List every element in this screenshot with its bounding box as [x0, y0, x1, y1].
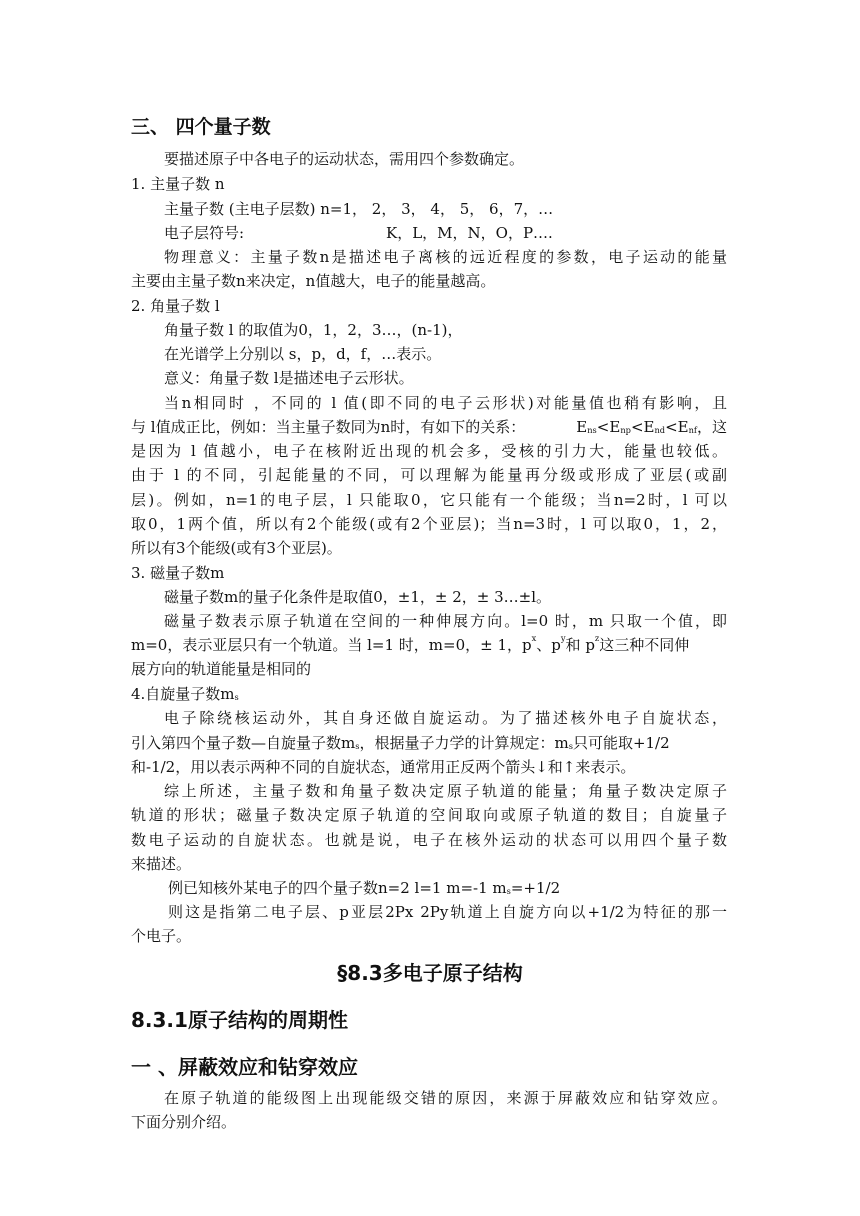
angular-paragraph-line-6: 取0，1两个值，所以有2个能级(或有2个亚层)；当n=3时，l 可以取0，1，2， — [131, 515, 727, 533]
spin-paragraph-line-3: 和-1/2，用以表示两种不同的自旋状态，通常用正反两个箭头↓和↑来表示。 — [131, 758, 636, 776]
principal-meaning-line-1: 物理意义：主量子数n是描述电子离核的远近程度的参数，电子运动的能量 — [164, 248, 727, 266]
subsection-title-magnetic: 3. 磁量子数m — [131, 564, 225, 582]
energy-order-formula: $E_{ns}<E_{np}<E_{nd}<E_{nf}$，这 — [576, 418, 727, 436]
subchapter-title: 8.3.1原子结构的周期性 — [131, 1008, 348, 1032]
summary-line-4: 来描述。 — [131, 855, 192, 873]
section-title-four-quantum-numbers: 三、 四个量子数 — [131, 116, 271, 138]
intro-paragraph: 要描述原子中各电子的运动状态，需用四个参数确定。 — [164, 150, 525, 168]
section-title-shielding: 一 、屏蔽效应和钻穿效应 — [131, 1055, 358, 1079]
spin-paragraph-line-2: 引入第四个量子数—自旋量子数$m_s$，根据量子力学的计算规定：$m_s$只可能取+1/2 — [131, 734, 670, 752]
angular-paragraph-line-3: 是因为 l 值越小，电子在核附近出现的机会多，受核的引力大，能量也较低。 — [131, 442, 727, 460]
spectroscopy-symbols-line: 在光谱学上分别以 s，p，d，f，…表示。 — [164, 345, 442, 363]
spin-paragraph-line-1: 电子除绕核运动外，其自身还做自旋运动。为了描述核外电子自旋状态， — [164, 709, 727, 727]
angular-paragraph-line-5: 层)。例如，n=1的电子层，l 只能取0，它只能有一个能级；当n=2时，l 可以 — [131, 491, 727, 509]
subsection-title-spin: 4.自旋量子数$m_s$ — [131, 685, 239, 703]
angular-meaning-line: 意义：角量子数 l是描述电子云形状。 — [164, 369, 414, 387]
principal-meaning-line-2: 主要由主量子数n来决定，n值越大，电子的能量越高。 — [131, 272, 496, 290]
summary-line-1: 综上所述，主量子数和角量子数决定原子轨道的能量；角量子数决定原子 — [164, 782, 727, 800]
example-quantum-numbers: 例已知核外某电子的四个量子数n=2 l=1 m=-1 $m_s=+1/2$ — [168, 879, 561, 897]
chapter-title: §8.3多电子原子结构 — [337, 961, 523, 985]
energy-relation-prefix: 与 l值成正比，例如：当主量子数同为n时，有如下的关系： — [131, 418, 526, 436]
subsection-title-principal: 1. 主量子数 n — [131, 175, 225, 193]
example-explanation-line-2: 个电子。 — [131, 927, 192, 945]
example-explanation-line-1: 则这是指第二电子层、p亚层2Px 2Py轨道上自旋方向以+1/2为特征的那一 — [168, 903, 727, 921]
magnetic-paragraph-line-1: 磁量子数表示原子轨道在空间的一种伸展方向。l=0 时，m 只取一个值，即 — [164, 612, 727, 630]
principal-values-line: 主量子数 (主电子层数) n=1， 2， 3， 4， 5， 6，7，… — [164, 200, 554, 218]
angular-paragraph-line-4: 由于 l 的不同，引起能量的不同，可以理解为能量再分级或形成了亚层(或副 — [131, 466, 727, 484]
angular-paragraph-line-2 — [131, 420, 727, 435]
summary-line-2: 轨道的形状；磁量子数决定原子轨道的空间取向或原子轨道的数目；自旋量子 — [131, 806, 727, 824]
angular-values-line: 角量子数 l 的取值为0，1，2，3…，(n-1)， — [164, 321, 463, 339]
summary-line-3: 数电子运动的自旋状态。也就是说，电子在核外运动的状态可以用四个量子数 — [131, 831, 727, 849]
shell-symbol-values: K，L，M，N，O，P…. — [386, 224, 553, 242]
angular-paragraph-line-7: 所以有3个能级(或有3个亚层)。 — [131, 539, 342, 557]
subsection-title-angular: 2. 角量子数 l — [131, 297, 220, 315]
magnetic-paragraph-line-2: m=0，表示亚层只有一个轨道。当 l=1 时，m=0，± 1，p x 、p y 和 p z 这三种不同伸 — [131, 633, 690, 654]
angular-paragraph-line-1: 当n相同时 ，不同的 l 值(即不同的电子云形状)对能量值也稍有影响，且 — [164, 394, 727, 412]
shell-symbol-label: 电子层符号: — [164, 224, 245, 242]
final-paragraph-line-2: 下面分别介绍。 — [131, 1113, 237, 1131]
magnetic-paragraph-line-3: 展方向的轨道能量是相同的 — [131, 660, 312, 678]
magnetic-values-line: 磁量子数m的量子化条件是取值0，±1，± 2，± 3…±l。 — [164, 588, 552, 606]
final-paragraph-line-1: 在原子轨道的能级图上出现能级交错的原因，来源于屏蔽效应和钻穿效应。 — [164, 1089, 727, 1107]
